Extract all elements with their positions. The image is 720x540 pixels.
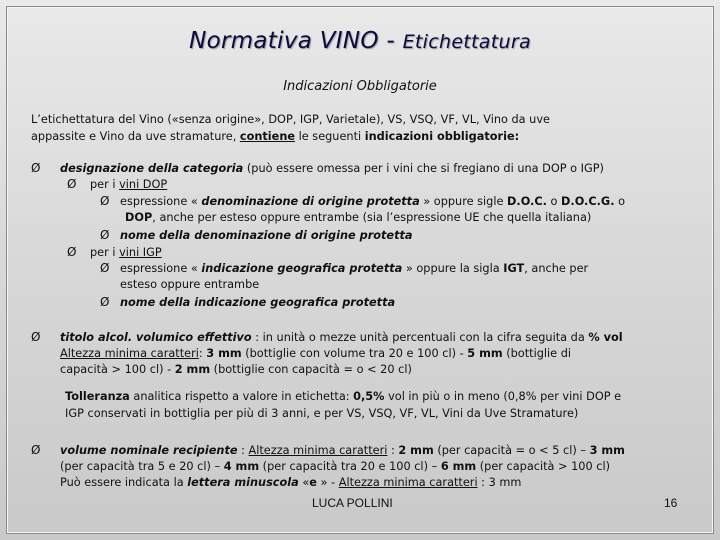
section3-line-3: [60, 474, 521, 491]
text-run-bold: D.O.C.: [507, 195, 547, 208]
section2-heading: [60, 329, 623, 346]
text-run-bold: 2 mm: [174, 363, 211, 376]
bullet-icon: Ø: [100, 194, 110, 208]
text-run: (bottiglie di: [502, 347, 572, 360]
text-run: o: [546, 195, 562, 208]
intro-line-2: [31, 128, 519, 145]
text-run: (per capacità > 100 cl): [476, 460, 610, 473]
text-run: :: [237, 444, 249, 457]
dop-label: [90, 176, 167, 193]
text-run: capacità > 100 cl) -: [60, 363, 175, 376]
text-run-bold: 3 mm: [206, 347, 242, 360]
intro-bold: indicazioni obbligatorie:: [364, 130, 520, 143]
igp-label-underlined: vini IGP: [119, 246, 162, 259]
intro-text: appassite e Vino da uve stramature,: [31, 130, 240, 143]
dop-item-2: nome della denominazione di origine protetta: [120, 229, 413, 242]
section2-line-3: [60, 361, 412, 378]
text-run-bold: lettera minuscola: [187, 476, 299, 489]
bullet-icon: Ø: [100, 261, 110, 275]
text-run: «: [298, 476, 310, 489]
slide-title: [0, 28, 720, 54]
text-run: , anche per: [524, 262, 589, 275]
text-run-underlined: Altezza minima caratteri: [248, 444, 388, 457]
intro-text-2: le seguenti: [295, 130, 365, 143]
text-run: espressione «: [120, 262, 202, 275]
text-run: , anche per esteso oppure entrambe (sia l’espressione UE che quella italiana): [152, 211, 592, 224]
text-run-underlined: Altezza minima caratteri: [338, 476, 478, 489]
igp-item-1-cont: esteso oppure entrambe: [120, 278, 260, 291]
text-run-bold: IGT: [503, 262, 525, 275]
volume-label: volume nominale recipiente: [60, 444, 238, 457]
igp-item-1: [120, 260, 588, 277]
section3-heading: [60, 442, 625, 459]
text-run: : in unità o mezze unità percentuali con la cifra seguita da: [251, 331, 589, 344]
text-run: » -: [316, 476, 339, 489]
text-run: » oppure la sigla: [402, 262, 504, 275]
text-run: vol in più o in meno (0,8% per vini DOP e: [384, 390, 622, 403]
intro-contiene: contiene: [239, 130, 296, 143]
text-run-bold: % vol: [588, 331, 623, 344]
title-main: Normativa VINO: [189, 28, 379, 54]
bullet-icon: Ø: [31, 443, 41, 457]
text-run-bold: indicazione geografica protetta: [201, 262, 403, 275]
text-run: analitica rispetto a valore in etichetta:: [129, 390, 354, 403]
section1-heading: [60, 160, 604, 177]
bullet-icon: Ø: [100, 228, 110, 242]
bullet-icon: Ø: [100, 295, 110, 309]
text-run-bold: 5 mm: [467, 347, 503, 360]
igp-item-2: nome della indicazione geografica protetta: [120, 296, 396, 309]
text-run: (per capacità tra 20 e 100 cl) –: [259, 460, 441, 473]
text-run: » oppure sigle: [419, 195, 508, 208]
bullet-icon: Ø: [31, 161, 41, 175]
dop-label-text: per i: [90, 178, 120, 191]
text-run-bold: denominazione di origine protetta: [201, 195, 420, 208]
title-dash: -: [378, 28, 403, 54]
page-number: 16: [664, 496, 678, 510]
text-run: (per capacità tra 5 e 20 cl) –: [60, 460, 224, 473]
text-run: (per capacità = o < 5 cl) –: [433, 444, 590, 457]
text-run-bold: DOP: [125, 211, 153, 224]
section3-line-2: [60, 458, 610, 475]
text-run-bold: 6 mm: [440, 460, 477, 473]
bullet-icon: Ø: [67, 177, 77, 191]
text-run-bold: D.O.C.G.: [561, 195, 615, 208]
text-run-bold: 2 mm: [398, 444, 434, 457]
text-run-bold: Tolleranza: [65, 390, 130, 403]
slide-subtitle: Indicazioni Obbligatorie: [283, 79, 437, 94]
section2-line-2: [60, 345, 571, 362]
text-run-bold: 3 mm: [589, 444, 625, 457]
text-run: (bottiglie con volume tra 20 e 100 cl) -: [241, 347, 468, 360]
dop-item-1-cont: [125, 209, 591, 226]
text-run-bold: 0,5%: [353, 390, 385, 403]
text-run: :: [387, 444, 399, 457]
category-note: (può essere omessa per i vini che si fregiano di una DOP o IGP): [243, 162, 604, 175]
igp-label-text: per i: [90, 246, 120, 259]
text-run: : 3 mm: [477, 476, 522, 489]
bullet-icon: Ø: [31, 330, 41, 344]
text-run: o: [614, 195, 626, 208]
dop-label-underlined: vini DOP: [119, 178, 168, 191]
title-sub: Etichettatura: [402, 31, 531, 53]
intro-line-1: L’etichettatura del Vino («senza origine», DOP, IGP, Varietale), VS, VSQ, VF, VL, Vino da uve: [31, 113, 550, 126]
footer-author: LUCA POLLINI: [312, 496, 393, 510]
alcohol-label: titolo alcol. volumico effettivo: [60, 331, 252, 344]
bullet-icon: Ø: [67, 245, 77, 259]
text-run-bold: 4 mm: [223, 460, 260, 473]
category-label: designazione della categoria: [60, 162, 244, 175]
dop-item-1: [120, 193, 625, 210]
text-run: espressione «: [120, 195, 202, 208]
text-run: (bottiglie con capacità = o < 20 cl): [210, 363, 412, 376]
text-run-bold: e: [309, 476, 317, 489]
tolerance-line-2: IGP conservati in bottiglia per più di 3 anni, e per VS, VSQ, VF, VL, Vini da Uve Stramature): [65, 407, 579, 420]
text-run-underlined: Altezza minima caratteri: [60, 347, 199, 360]
text-run: Può essere indicata la: [60, 476, 188, 489]
igp-label: [90, 244, 162, 261]
tolerance-line-1: [65, 388, 621, 405]
text-run: :: [198, 347, 207, 360]
